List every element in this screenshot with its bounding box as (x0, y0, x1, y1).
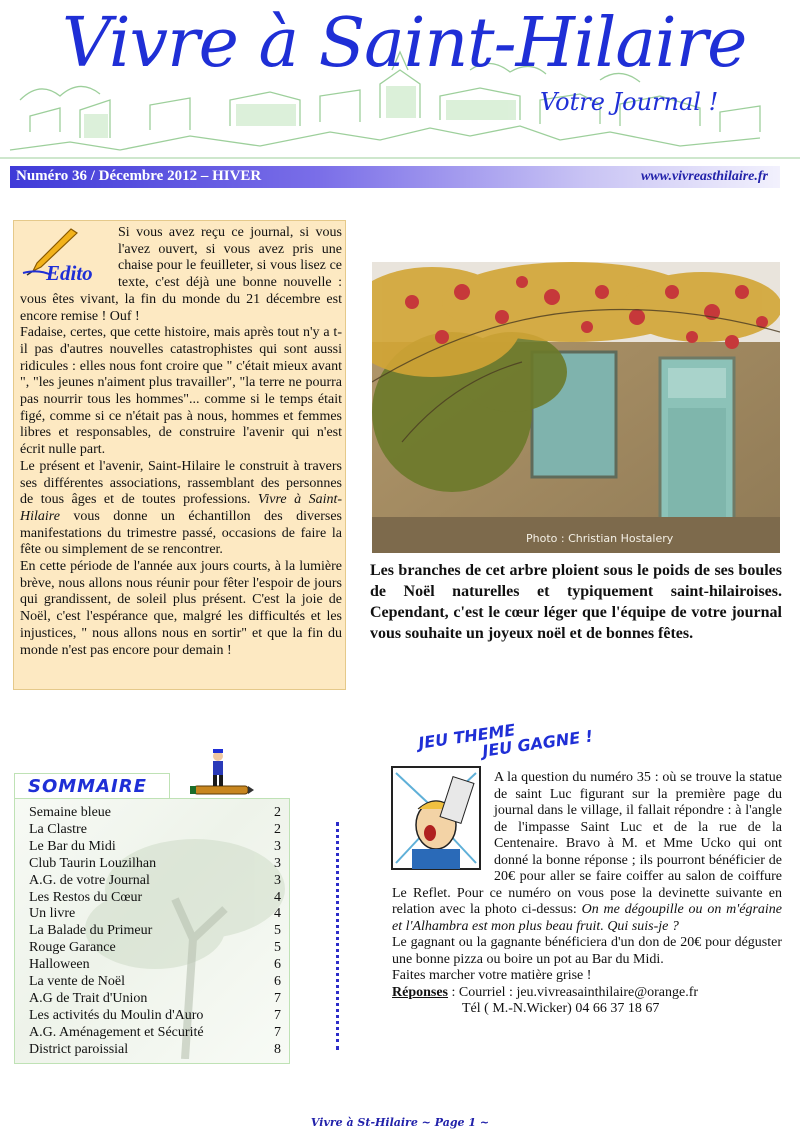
sommaire-item-label: A.G. Aménagement et Sécurité (29, 1024, 204, 1040)
sommaire-item-page: 2 (274, 821, 281, 837)
sommaire-row (29, 873, 281, 890)
edito-text (20, 225, 342, 659)
photo-credit: Photo : Christian Hostalery (526, 532, 674, 545)
sommaire-item-page: 3 (274, 872, 281, 888)
sommaire-row (29, 974, 281, 991)
sommaire-row (29, 805, 281, 822)
photo-caption: Les branches de cet arbre ploient sous le poids de ses boules de Noël naturelles et typiquement saint-hilairoises. Cependant, c'est le cœur léger que l'équipe de votre journal vous souhaite un joyeux noël et de bonnes fêtes. (370, 562, 782, 642)
sommaire-row (29, 1025, 281, 1042)
sommaire-box (14, 798, 290, 1064)
edito-paragraph-4: En cette période de l'année aux jours courts, à la lumière brève, nous allons nous réunir pour fêter l'espoir de jours qui grandissent, de soleil plus présent. C'est la joie de Noël, c'est l'espérance que, malgré les difficultés et les injustices, " nous allons nous en sortir" et que la fin du monde n'est pas encore pour demain ! (20, 559, 342, 658)
sommaire-row (29, 906, 281, 923)
jeu-title-1: JEU THEME (417, 720, 517, 753)
jeu-answers: Réponses : Courriel : jeu.vivreasainthilaire@orange.fr (392, 984, 699, 1000)
sommaire-title: SOMMAIRE (28, 776, 147, 797)
sommaire-row (29, 940, 281, 957)
jeu-riddle: On me dégoupille ou on m'égraine et l'Alhambra est mon plus beau fruit. Qui suis-je ? (392, 902, 783, 934)
edito-heading: Edito (46, 261, 93, 285)
sommaire-item-page: 4 (274, 889, 281, 905)
sommaire-row (29, 822, 281, 839)
sommaire-row (29, 1008, 281, 1025)
sommaire-item-page: 2 (274, 805, 281, 820)
masthead (0, 0, 800, 165)
sommaire-row (29, 957, 281, 974)
answers-label: Réponses (392, 984, 449, 1000)
sommaire-item-label: Semaine bleue (29, 805, 112, 820)
sommaire-item-page: 6 (274, 974, 281, 990)
issue-bar (10, 166, 780, 188)
jeu-paragraph-3: Faites marcher votre matière grise ! (392, 968, 592, 983)
jeu-title-2: JEU GAGNE ! (481, 726, 595, 761)
edito-paragraph-3: Le présent et l'avenir, Saint-Hilaire le construit à travers ses différentes associations, rassemblant des personnes de tous âges et de toutes professions. Vivre à Saint-Hilaire vous donne un échantillon des diverses manifestations du trimestre passé, occasions de faire la fête ou simplement de se rencontrer. (20, 458, 343, 558)
edito-journal-name: Vivre à Saint-Hilaire (20, 492, 343, 524)
sommaire-item-page: 4 (274, 906, 281, 922)
edito-paragraph-2: Fadaise, certes, que cette histoire, mais après tout n'y a t-il pas d'autres nouvelles catastrophistes qui sont aussi ridicules : elles nous font croire que " c'était mieux avant ", "les jeunes n'aiment plus travailler", "la terre ne pourra pas nourrir tous les hommes"... comme si le temps était figé, comme si ce n'était pas à nous, hommes et femmes libres et responsables, de construire l'avenir qui n'est écrit nulle part. (20, 325, 342, 458)
jeu-phone: Tél ( M.-N.Wicker) 04 66 37 18 67 (462, 1001, 660, 1016)
edito-paragraph-1: Si vous avez reçu ce journal, si vous l'avez ouvert, si vous avez pris une chaise pour le feuilleter, si vous lisez ce texte, c'est déjà une bonne nouvelle : vous êtes vivant, la fin du monde du 21 décembre est encore remise ! Ouf ! (20, 225, 342, 324)
jeu-paragraph-1: A la question du numéro 35 : où se trouve la statue de saint Luc figurant sur la première page du journal dans le village, il fallait répondre : à l'angle de l'impasse Saint Luc et de la rue de la Centenaire. Bravo à M. et Mme Ucko qui ont donné la bonne réponse ; ils pourront bénéficier de 20€ pour aller se faire coiffer au salon de coiffure Le Reflet. Pour ce numéro on vous pose la devinette suivante en relation avec la photo ci-dessus: On me dégoupille ou on m'égraine et l'Alhambra est mon plus beau fruit. Qui suis-je ? (392, 770, 783, 934)
jeu-paragraph-2: Le gagnant ou la gagnante bénéficiera d'un don de 20€ pour déguster une bonne pizza ou boire un pot au Bar du Midi. (392, 935, 782, 967)
sommaire-item-label: A.G. de votre Journal (29, 872, 150, 888)
sommaire-item-label: Halloween (29, 957, 90, 973)
newspaper-title: Vivre à Saint-Hilaire (62, 4, 747, 83)
man-on-pen-icon (188, 748, 254, 804)
sommaire-item-label: La vente de Noël (29, 974, 126, 990)
issue-label: Numéro 36 / Décembre 2012 – HIVER (16, 168, 262, 184)
website-url[interactable]: www.vivreasthilaire.fr (640, 169, 768, 184)
sommaire-tab (14, 773, 170, 800)
sommaire-list (29, 805, 281, 1059)
sommaire-row (29, 890, 281, 907)
sommaire-item-label: Le Bar du Midi (29, 838, 116, 854)
pomegranate-tree-photo (372, 262, 780, 553)
sommaire-item-label: Rouge Garance (29, 940, 116, 956)
sommaire-item-label: Les activités du Moulin d'Auro (29, 1007, 204, 1023)
sommaire-row (29, 923, 281, 940)
sommaire-item-page: 7 (274, 1007, 281, 1023)
sommaire-item-page: 6 (274, 957, 281, 973)
sommaire-row (29, 1042, 281, 1059)
page-footer: Vivre à St-Hilaire ~ Page 1 ~ (310, 1116, 490, 1129)
jeu-text (392, 770, 782, 1018)
sommaire-item-page: 7 (274, 990, 281, 1006)
sommaire-item-page: 3 (274, 855, 281, 871)
sommaire-item-page: 5 (274, 940, 281, 956)
sommaire-row (29, 839, 281, 856)
sommaire-item-label: La Clastre (29, 821, 87, 837)
newspaper-subtitle: Votre Journal ! (540, 88, 719, 116)
sommaire-row (29, 856, 281, 873)
sommaire-item-label: A.G de Trait d'Union (29, 990, 148, 1006)
dotted-separator (336, 822, 343, 1050)
sommaire-item-page: 7 (274, 1024, 281, 1040)
sommaire-item-page: 5 (274, 923, 281, 939)
sommaire-item-label: Club Taurin Louzilhan (29, 855, 157, 871)
sommaire-row (29, 991, 281, 1008)
sommaire-item-page: 3 (274, 838, 281, 854)
edito-box (13, 220, 346, 690)
sommaire-item-label: Un livre (29, 906, 76, 922)
sommaire-item-label: Les Restos du Cœur (29, 889, 143, 905)
sommaire-item-page: 8 (274, 1041, 281, 1057)
sommaire-item-label: La Balade du Primeur (29, 923, 153, 939)
sommaire-item-label: District paroissial (29, 1041, 129, 1057)
